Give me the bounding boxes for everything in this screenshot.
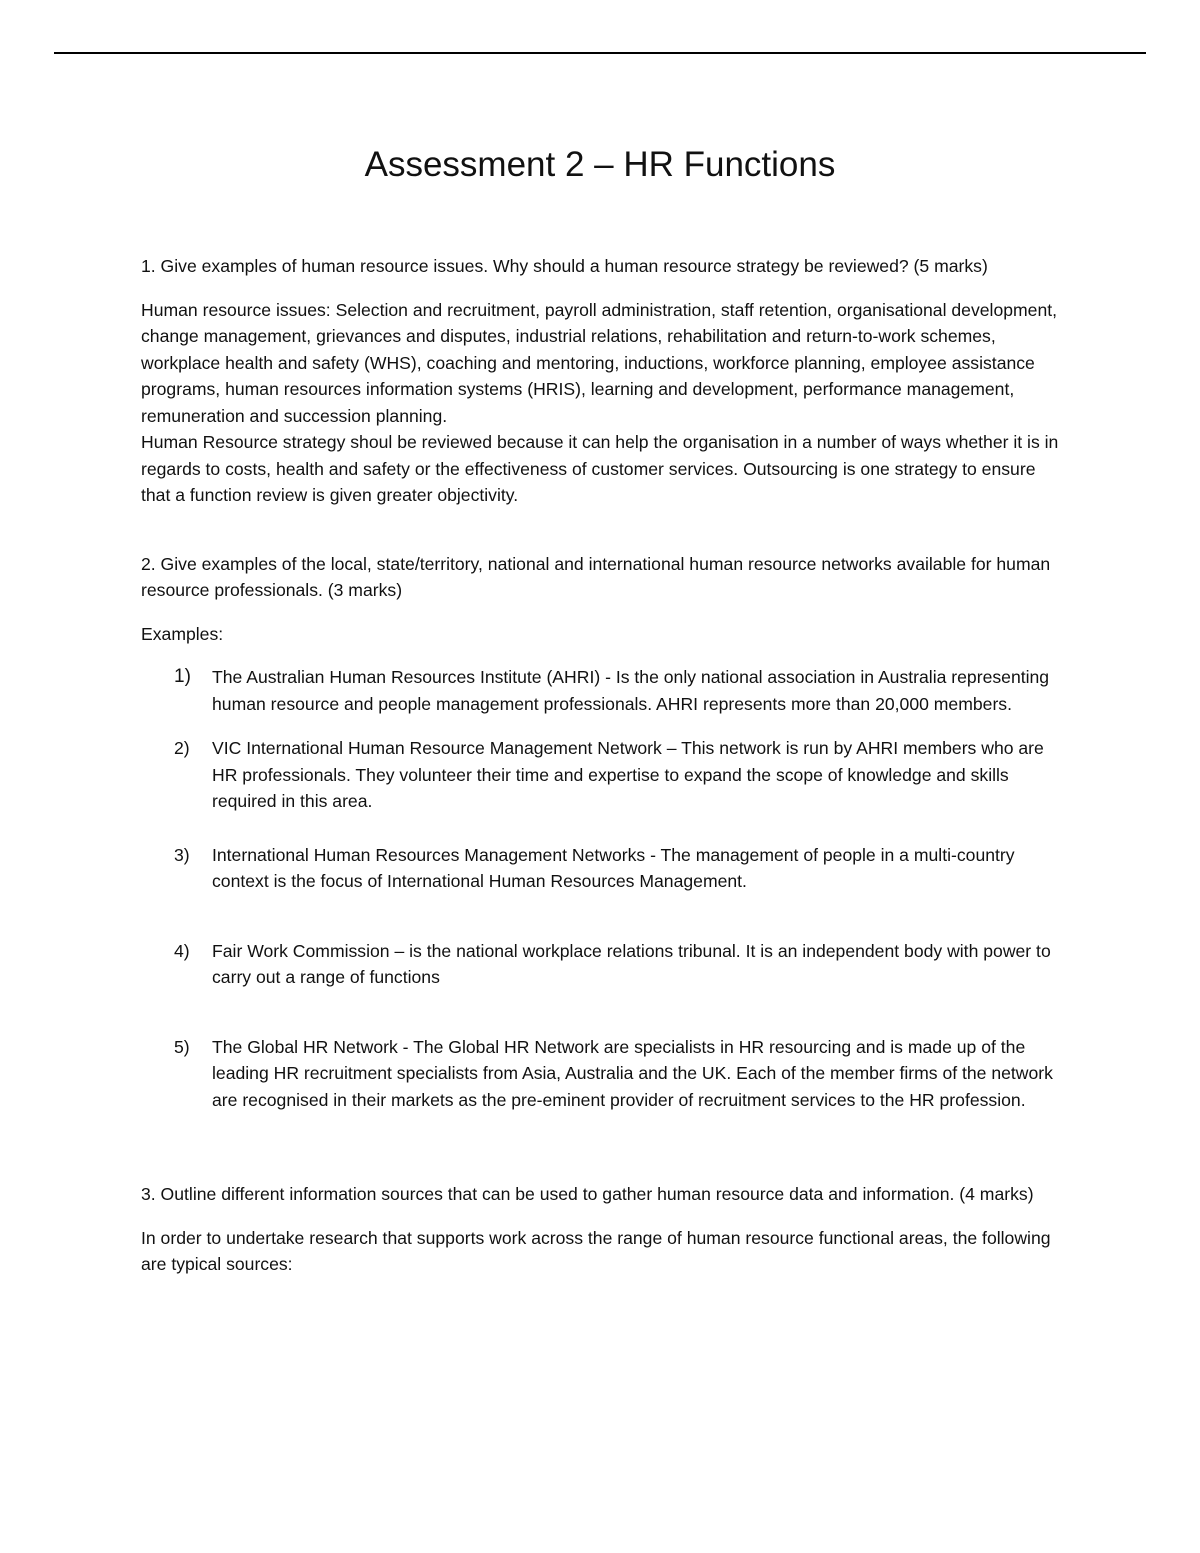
list-item-text: VIC International Human Resource Management Network – This network is run by AHRI members who are HR professionals. They volunteer their time and expertise to expand the scope of knowledge and skills required in this area. — [212, 738, 1044, 811]
list-item — [141, 1034, 1061, 1114]
examples-label: Examples: — [141, 623, 224, 644]
list-item — [141, 842, 1061, 895]
document-body — [141, 253, 1061, 1278]
list-item-number: 2) — [174, 738, 190, 758]
list-item-text: Fair Work Commission – is the national workplace relations tribunal. It is an independent body with power to carry out a range of functions — [212, 940, 1051, 987]
answer-1-strategy: Human Resource strategy shoul be reviewed because it can help the organisation in a number of ways whether it is in regards to costs, health and safety or the effectiveness of customer services. Outsourcing is one strategy to ensure that a function review is given greater objectivity. — [141, 432, 1059, 505]
list-item-number: 4) — [174, 940, 190, 961]
networks-list — [141, 664, 1061, 1113]
list-item — [141, 664, 1061, 717]
page-title: Assessment 2 – HR Functions — [364, 145, 836, 184]
list-item — [141, 735, 1061, 815]
question-2: 2. Give examples of the local, state/territory, national and international human resource networks available for human resource professionals. (3 marks) — [141, 553, 1051, 600]
list-item — [141, 938, 1061, 991]
answer-3-intro: In order to undertake research that supports work across the range of human resource functional areas, the following are typical sources: — [141, 1227, 1051, 1274]
question-3: 3. Outline different information sources that can be used to gather human resource data and information. (4 marks) — [141, 1184, 1034, 1204]
list-item-text: The Global HR Network - The Global HR Network are specialists in HR resourcing and is made up of the leading HR recruitment specialists from Asia, Australia and the UK. Each of the member firms of the network are recognised in their markets as the pre-eminent provider of recruitment services to the HR profession. — [212, 1036, 1053, 1110]
list-item-number: 5) — [174, 1036, 190, 1057]
list-item-text: International Human Resources Management Networks - The management of people in a multi-country context is the focus of International Human Resources Management. — [212, 844, 1015, 891]
answer-1-issues: Human resource issues: Selection and recruitment, payroll administration, staff retention, organisational development, change management, grievances and disputes, industrial relations, rehabilitation and return-to-work schemes, workplace health and safety (WHS), coaching and mentoring, inductions, workforce planning, employee assistance programs, human resources information systems (HRIS), learning and development, performance management, remuneration and succession planning. — [141, 299, 1058, 426]
list-item-number: 3) — [174, 844, 190, 865]
list-item-number: 1) — [174, 666, 191, 687]
question-1: 1. Give examples of human resource issues. Why should a human resource strategy be reviewed? (5 marks) — [141, 256, 988, 276]
list-item-text: The Australian Human Resources Institute (AHRI) - Is the only national association in Australia representing human resource and people management professionals. AHRI represents more than 20,000 members. — [212, 667, 1050, 714]
header-rule — [54, 52, 1146, 54]
